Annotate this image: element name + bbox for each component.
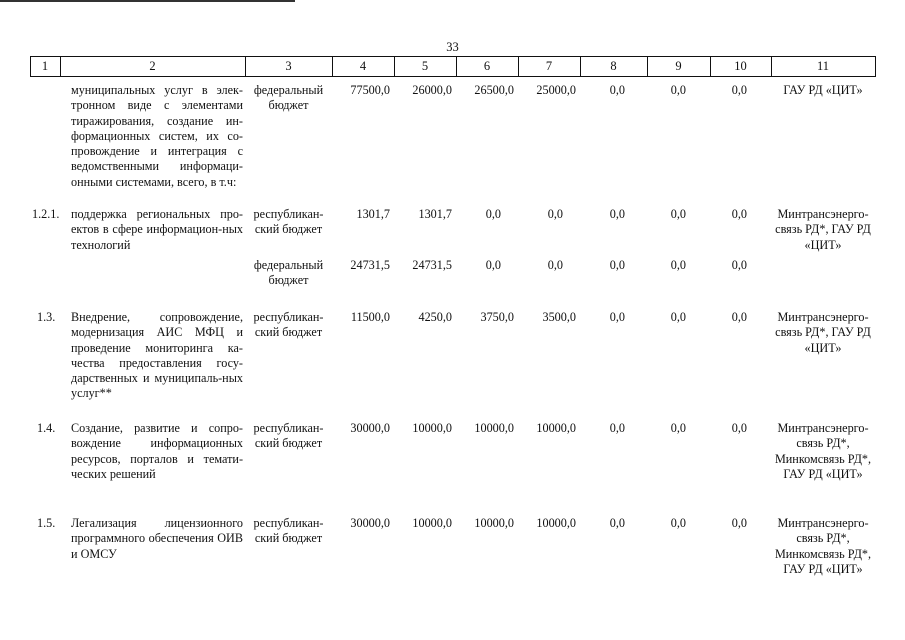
row-value: 1301,7 [356, 207, 390, 221]
row-text: муниципальных услуг в элек-тронном виде с элементами тиражирования, создание ин-формационных систем, их со-провождение и интеграция с ведомственными информаци-онными системами, всего, в т.ч: [71, 83, 243, 189]
row-value: 0,0 [547, 258, 563, 272]
header-cell: 10 [734, 59, 747, 73]
row-value: 77500,0 [350, 83, 390, 97]
header-cell: 2 [149, 59, 156, 73]
row-value: 0,0 [609, 207, 625, 221]
row-value: 10000,0 [474, 421, 514, 435]
row-value: 26500,0 [474, 83, 514, 97]
row-source: федеральный бюджет [253, 83, 324, 113]
row-value: 0,0 [609, 310, 625, 324]
header-cell: 5 [421, 59, 429, 73]
row-executor: ГАУ РД «ЦИТ» [783, 83, 863, 97]
row-number: 1.4. [37, 421, 56, 435]
row-value: 25000,0 [536, 83, 576, 97]
row-value: 30000,0 [350, 421, 390, 435]
row-executor: Минтрансэнерго-связь РД*, Минкомсвязь РД*, ГАУ РД «ЦИТ» [774, 421, 872, 481]
header-cell: 1 [41, 59, 49, 73]
row-value: 0,0 [670, 258, 686, 272]
row-value: 0,0 [731, 83, 747, 97]
row-source: федеральный бюджет [253, 258, 324, 288]
row-executor: Минтрансэнерго-связь РД*, ГАУ РД «ЦИТ» [775, 207, 871, 252]
row-source: республикан-ский бюджет [253, 310, 324, 340]
row-value: 30000,0 [350, 516, 390, 530]
row-value: 0,0 [731, 258, 747, 272]
header-cell: 9 [675, 59, 682, 73]
row-value: 3500,0 [542, 310, 576, 324]
row-executor: Минтрансэнерго-связь РД*, ГАУ РД «ЦИТ» [775, 310, 871, 355]
row-value: 4250,0 [418, 310, 452, 324]
row-value: 10000,0 [412, 421, 452, 435]
row-text: Легализация лицензионного программного обеспечения ОИВ и ОМСУ [71, 516, 243, 561]
row-text: Создание, развитие и сопро-вождение информационных ресурсов, порталов и темати-ческих решений [71, 421, 243, 481]
row-value: 0,0 [609, 258, 625, 272]
header-cell: 7 [545, 59, 553, 73]
row-value: 0,0 [485, 207, 501, 221]
row-value: 0,0 [670, 207, 686, 221]
row-value: 0,0 [670, 310, 686, 324]
row-value: 0,0 [670, 83, 686, 97]
row-value: 0,0 [485, 258, 501, 272]
row-value: 0,0 [731, 516, 747, 530]
row-value: 0,0 [609, 421, 625, 435]
row-executor: Минтрансэнерго-связь РД*, Минкомсвязь РД*, ГАУ РД «ЦИТ» [774, 516, 872, 576]
row-value: 0,0 [731, 207, 747, 221]
program-table [30, 56, 876, 640]
row-value: 0,0 [547, 207, 563, 221]
row-value: 0,0 [731, 310, 747, 324]
header-cell: 8 [610, 59, 617, 73]
row-value: 10000,0 [412, 516, 452, 530]
row-value: 0,0 [609, 516, 625, 530]
row-source: республикан-ский бюджет [253, 516, 324, 546]
row-value: 10000,0 [536, 421, 576, 435]
row-source: республикан-ский бюджет [253, 421, 324, 451]
row-value: 0,0 [670, 421, 686, 435]
row-value: 0,0 [609, 83, 625, 97]
row-value: 0,0 [670, 516, 686, 530]
row-text: Внедрение, сопровождение, модернизация АИС МФЦ и проведение мониторинга ка-чества предоставления госу-дарственных и муниципаль-ных услуг** [71, 310, 243, 401]
row-number: 1.3. [37, 310, 56, 324]
row-text: поддержка региональных про-ектов в сфере информацион-ных технологий [71, 207, 243, 252]
row-value: 1301,7 [418, 207, 452, 221]
row-number: 1.5. [37, 516, 56, 530]
row-number: 1.2.1. [32, 207, 60, 221]
col-divider [875, 56, 876, 77]
header-cell: 3 [285, 59, 292, 73]
row-source: республикан-ский бюджет [253, 207, 324, 237]
header-cell: 6 [483, 59, 491, 73]
row-value: 11500,0 [350, 310, 390, 324]
row-value: 10000,0 [536, 516, 576, 530]
top-rule [0, 0, 295, 2]
header-cell: 4 [359, 59, 367, 73]
page-number: 33 [446, 40, 459, 54]
row-value: 26000,0 [412, 83, 452, 97]
header-bottom-border [30, 76, 875, 77]
header-cell: 11 [816, 59, 830, 73]
row-value: 10000,0 [474, 516, 514, 530]
row-value: 0,0 [731, 421, 747, 435]
header-top-border [30, 56, 875, 57]
row-value: 3750,0 [480, 310, 514, 324]
row-value: 24731,5 [412, 258, 452, 272]
row-value: 24731,5 [350, 258, 390, 272]
